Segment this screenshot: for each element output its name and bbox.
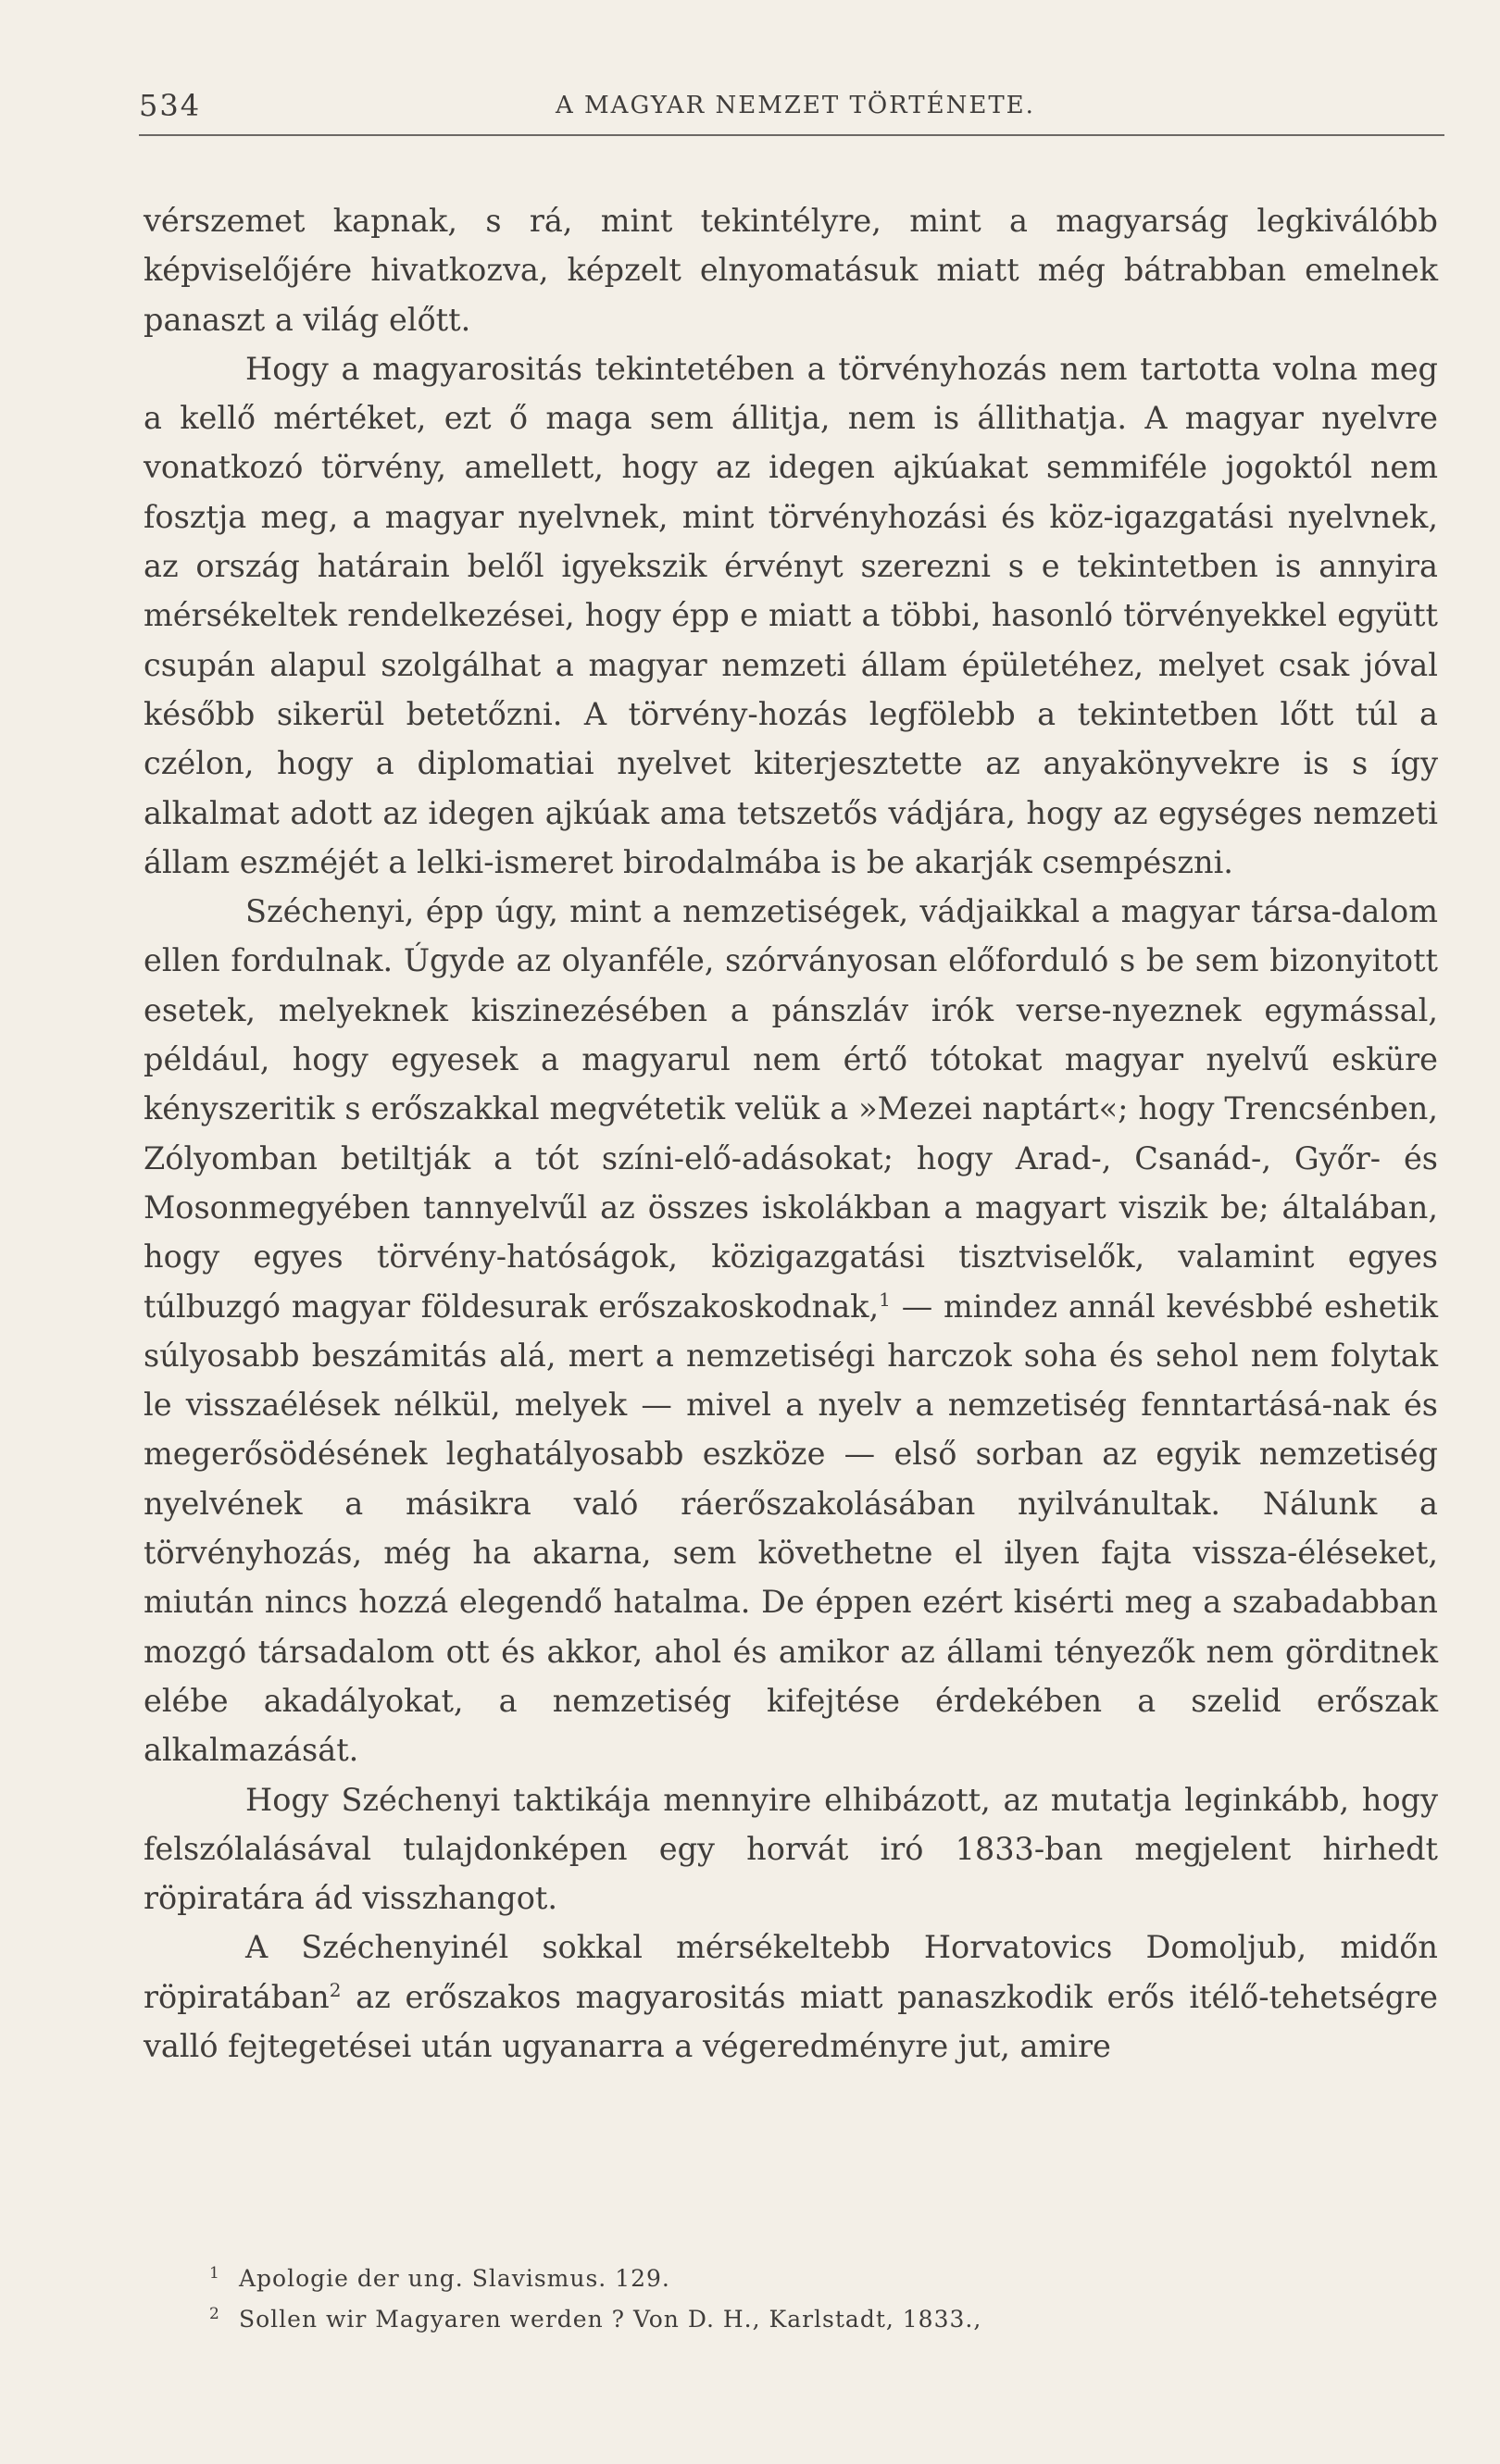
- body-text: [144, 196, 1438, 2071]
- footnote-1: [209, 2259, 1350, 2299]
- footnote-mark-1: 1: [209, 2264, 220, 2283]
- footnote-text-2: Sollen wir Magyaren werden ? Von D. H., Karlstadt, 1833.,: [239, 2306, 982, 2333]
- footnotes: [209, 2259, 1350, 2340]
- paragraph-3-text-a: Széchenyi, épp úgy, mint a nemzetiségek, vádjaikkal a magyar társa-dalom ellen fordulnak. Úgyde az olyanféle, szórványosan előforduló s be sem bizonyitott esetek, melyeknek kiszinezésében a pánszláv irók verse-nyeznek egymással, például, hogy egyesek a magyarul nem értő tótokat magyar nyelvű esküre kényszeritik s erőszakkal megvétetik velük a »Mezei naptárt«; hogy Trencsénben, Zólyomban betiltják a tót színi-elő-adásokat; hogy Arad-, Csanád-, Győr- és Mosonmegyében tannyelvűl az összes iskolákban a magyart viszik be; általában, hogy egyes törvény-hatóságok, közigazgatási tisztviselők, valamint egyes túlbuzgó magyar földesurak erőszakoskodnak,: [144, 893, 1438, 1325]
- header-rule: [139, 134, 1444, 136]
- paragraph-3: [144, 887, 1438, 1774]
- page-header: [139, 88, 1444, 134]
- footnote-ref-2: 2: [329, 1978, 342, 2001]
- footnote-ref-1: 1: [879, 1288, 891, 1311]
- footnote-text-1: Apologie der ung. Slavismus. 129.: [239, 2265, 670, 2292]
- page-number: 534: [139, 88, 202, 123]
- paragraph-1: vérszemet kapnak, s rá, mint tekintélyre, mint a magyarság legkiválóbb képviselőjére hivatkozva, képzelt elnyomatásuk miatt még bátrabban emelnek panaszt a világ előtt.: [144, 203, 1438, 338]
- paragraph-5: [144, 1923, 1438, 2071]
- paragraph-3-text-b: — mindez annál kevésbbé eshetik súlyosabb beszámitás alá, mert a nemzetiségi harczok soha és sehol nem folytak le visszaélések nélkül, melyek — mivel a nyelv a nemzetiség fenntartásá-nak és megerősödésének leghatályosabb eszköze — első sorban az egyik nemzetiség nyelvének a másikra való ráerőszakolásában nyilvánultak. Nálunk a törvényhozás, még ha akarna, sem követhetne el ilyen fajta vissza-éléseket, miután nincs hozzá elegendő hatalma. De éppen ezért kisérti meg a szabadabban mozgó társadalom ott és akkor, ahol és amikor az állami tényezők nem görditnek elébe akadályokat, a nemzetiség kifejtése érdekében a szelid erőszak alkalmazását.: [144, 1288, 1439, 1769]
- paragraph-4: Hogy Széchenyi taktikája mennyire elhibázott, az mutatja leginkább, hogy felszólalásával tulajdonképen egy horvát iró 1833-ban megjelent hirhedt röpiratára ád visszhangot.: [144, 1781, 1438, 1917]
- paragraph-5-text-b: az erőszakos magyarositás miatt panaszkodik erős itélő-tehetségre valló fejtegetései után ugyanarra a végeredményre jut, amire: [144, 1978, 1438, 2064]
- footnote-mark-2: 2: [209, 2305, 220, 2323]
- paragraph-2: Hogy a magyarositás tekintetében a törvényhozás nem tartotta volna meg a kellő mértéket, ezt ő maga sem állitja, nem is állithatja. A magyar nyelvre vonatkozó törvény, amellett, hogy az idegen ajkúakat semmiféle jogoktól nem fosztja meg, a magyar nyelvnek, mint törvényhozási és köz-igazgatási nyelvnek, az ország határain belől igyekszik érvényt szerezni s e tekintetben is annyira mérsékeltek rendelkezései, hogy épp e miatt a többi, hasonló törvényekkel együtt csupán alapul szolgálhat a magyar nemzeti állam épületéhez, melyet csak jóval később sikerül betetőzni. A törvény-hozás legfölebb a tekintetben lőtt túl a czélon, hogy a diplomatiai nyelvet kiterjesztette az anyakönyvekre is s így alkalmat adott az idegen ajkúak ama tetszetős vádjára, hogy az egységes nemzeti állam eszméjét a lelki-ismeret birodalmába is be akarják csempészni.: [144, 350, 1438, 880]
- running-head: A MAGYAR NEMZET TÖRTÉNETE.: [556, 92, 1035, 119]
- paragraph-5-text-a: A Széchenyinél sokkal mérsékeltebb Horvatovics Domoljub, midőn röpiratában: [144, 1929, 1438, 2015]
- footnote-2: [209, 2299, 1350, 2340]
